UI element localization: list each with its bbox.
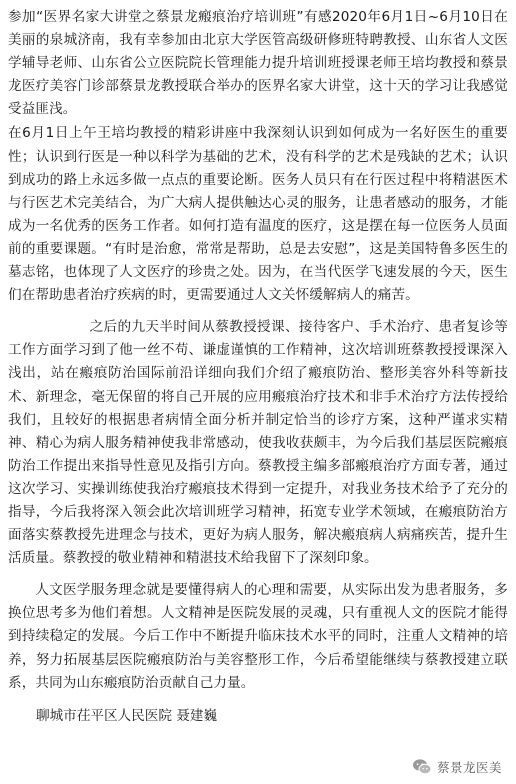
article-paragraph-humanities: 人文医学服务理念就是要懂得病人的心理和需要，从实际出发为患者服务，多换位思考多为他们着想。人文精神是医院发展的灵魂，只有重视人文的医院才能得到持续稳定的发展。今后工作中不断提升临床技术水平的同时，注重人文精神的培养，努力拓展基层医院瘢痕防治与美容整形工作，今后希望能继续与蔡教授建立联系，共同为山东瘢痕防治贡献自己力量。 bbox=[8, 582, 508, 691]
account-watermark bbox=[408, 756, 506, 778]
watermark-text: 蔡景龙医美 bbox=[436, 760, 502, 775]
article-paragraph-intro: 参加“医界名家大讲堂之蔡景龙瘢痕治疗培训班”有感2020年6月1日~6月10日在美丽的泉城济南，我有幸参加由北京大学医管高级研修班特聘教授、山东省人文医学辅导老师、山东省公立医院院长管理能力提升培训班授课老师王培均教授和蔡景龙医疗美容门诊部蔡景龙教授联合举办的医界名家大讲堂，这十天的学习让我感觉受益匪浅。 bbox=[8, 9, 508, 118]
wechat-icon bbox=[412, 757, 432, 777]
article-paragraph-lecture: 在6月1日上午王培均教授的精彩讲座中我深刻认识到如何成为一名好医生的重要性；认识到行医是一种以科学为基础的艺术，没有科学的艺术是残缺的艺术；认识到成功的路上永远多做一点点的重要论断。医务人员只有在行医过程中将精湛医术与行医艺术完美结合，为广大病人提供触达心灵的服务，让患者感动的服务，才能成为一名优秀的医务工作者。如何打造有温度的医疗，这是摆在每一位医务人员面前的重要课题。“有时是治愈，常常是帮助，总是去安慰”，这是美国特鲁多医生的墓志铭，也体现了人文医疗的珍贵之处。因为，在当代医学飞速发展的今天，医生们在帮助患者治疗疾病的时，更需要通过人文关怀缓解病人的痛苦。 bbox=[8, 125, 508, 304]
article-paragraph-training: 之后的九天半时间从蔡教授授课、接待客户、手术治疗、患者复诊等工作方面学习到了他一丝不苟、谦虚谨慎的工作精神，这次培训班蔡教授授课深入浅出，站在瘢痕防治国际前沿详细向我们介绍了瘢痕防治、整形美容外科等新技术、新理念，毫无保留的将自己开展的应用瘢痕治疗技术和非手术治疗方法传授给我们，且较好的根据患者病情全面分析并制定恰当的诊疗方案，这种严谨求实精神、精心为病人服务精神使我非常感动，使我收获颇丰，为今后我们基层医院瘢痕防治工作提出来指导性意见及指引方向。蔡教授主编多部瘢痕治疗方面专著，通过这次学习、实操训练使我治疗瘢痕技术得到一定提升，对我业务技术给予了充分的指导，今后我将深入领会此次培训班学习精神，拓宽专业学术领域，在瘢痕防治方面落实蔡教授先进理念与技术，更好为病人服务，解决瘢痕病人病痛疾苦，提升生活质量。蔡教授的敬业精神和精湛技术给我留下了深刻印象。 bbox=[8, 319, 508, 567]
article-signature: 聊城市茌平区人民医院 聂建巍 bbox=[36, 707, 218, 724]
